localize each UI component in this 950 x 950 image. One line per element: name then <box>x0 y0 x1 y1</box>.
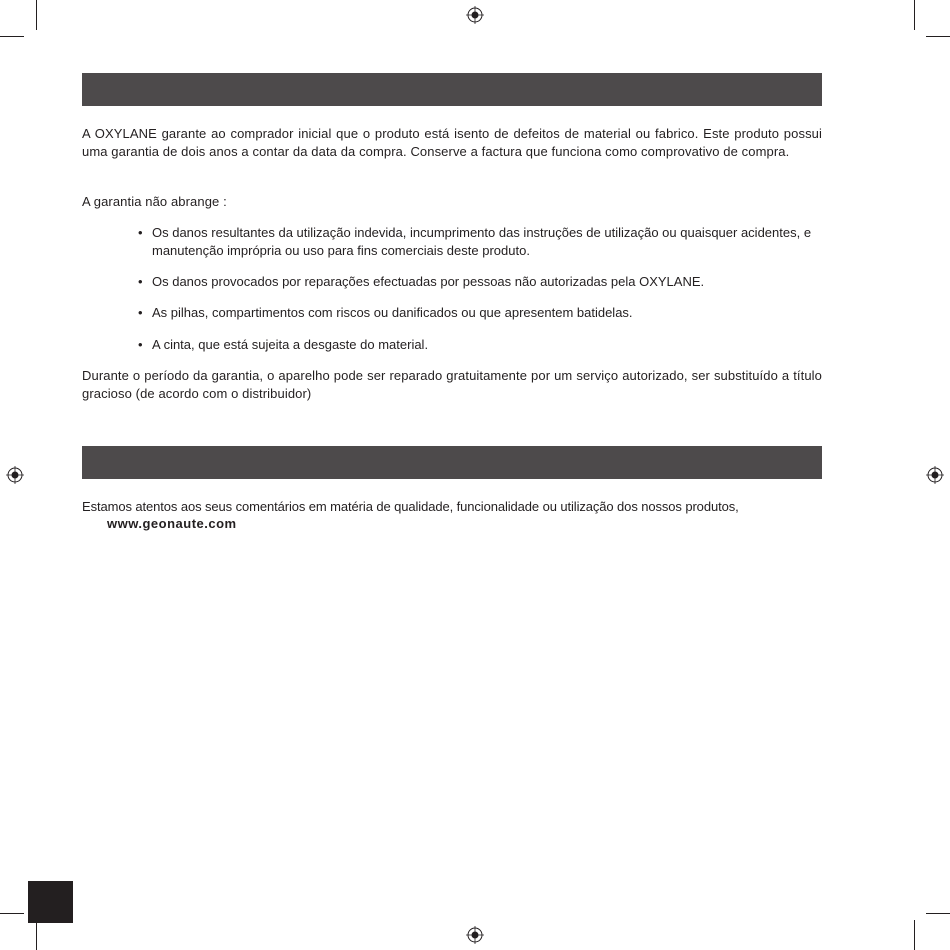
bullet-icon: • <box>138 305 143 320</box>
crop-mark-top-right-horizontal <box>926 36 950 37</box>
crop-mark-top-right-vertical <box>914 0 915 30</box>
crop-mark-top-left-horizontal <box>0 36 24 37</box>
crop-mark-bottom-right-horizontal <box>926 913 950 914</box>
registration-mark-left-icon <box>6 466 24 484</box>
crop-mark-top-left-vertical <box>36 0 37 30</box>
bullet-icon: • <box>138 337 143 352</box>
registration-mark-right-icon <box>926 466 944 484</box>
registration-mark-top-icon <box>466 6 484 24</box>
page-number-tab <box>28 881 73 923</box>
feedback-paragraph: Estamos atentos aos seus comentários em matéria de qualidade, funcionalidade ou utilização dos nossos produtos, <box>82 499 739 514</box>
warranty-section-header-bar <box>82 73 822 106</box>
crop-mark-bottom-right-vertical <box>914 920 915 950</box>
feedback-section-header-bar <box>82 446 822 479</box>
crop-mark-bottom-left-horizontal <box>0 913 24 914</box>
list-item <box>138 224 823 260</box>
exclusion-text: A cinta, que está sujeita a desgaste do material. <box>152 337 429 352</box>
exclusions-title: A garantia não abrange : <box>82 194 227 209</box>
list-item <box>138 273 823 291</box>
exclusion-text: As pilhas, compartimentos com riscos ou danificados ou que apresentem batidelas. <box>152 305 633 320</box>
bullet-icon: • <box>138 274 143 289</box>
repair-note-paragraph: Durante o período da garantia, o aparelho pode ser reparado gratuitamente por um serviço autorizado, ser substituído a título gracioso (de acordo com o distribuidor) <box>82 368 822 401</box>
crop-mark-bottom-left-vertical <box>36 920 37 950</box>
list-item <box>138 304 823 322</box>
exclusion-text: Os danos resultantes da utilização indevida, incumprimento das instruções de utilização ou quaisquer acidentes, e manutenção imprópria ou uso para fins comerciais deste produto. <box>152 225 812 258</box>
exclusion-text: Os danos provocados por reparações efectuadas por pessoas não autorizadas pela OXYLANE. <box>152 274 705 289</box>
bullet-icon: • <box>138 225 143 240</box>
registration-mark-bottom-icon <box>466 926 484 944</box>
list-item <box>138 336 823 354</box>
website-link[interactable]: www.geonaute.com <box>107 516 237 531</box>
warranty-intro-paragraph: A OXYLANE garante ao comprador inicial que o produto está isento de defeitos de material ou fabrico. Este produto possui uma garantia de dois anos a contar da data da compra. Conserve a factura que funciona como comprovativo de compra. <box>82 126 822 159</box>
